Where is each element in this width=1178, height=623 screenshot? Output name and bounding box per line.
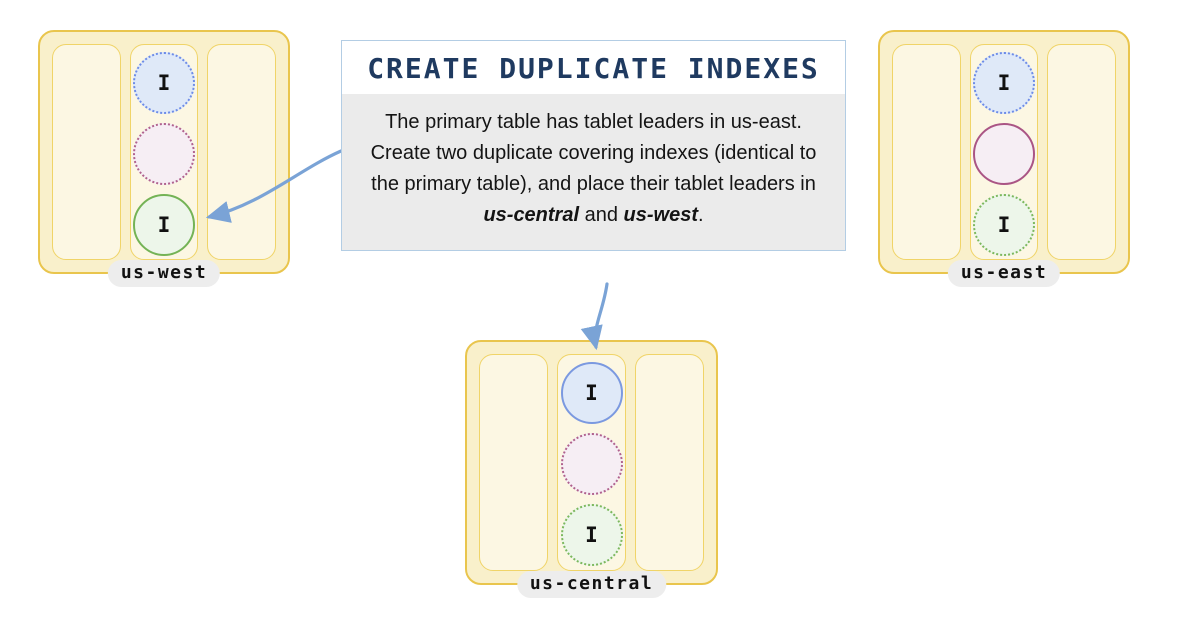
tablet-index1-follower <box>133 52 195 114</box>
tablet-index2-follower <box>561 504 623 566</box>
node-tablets <box>557 354 626 571</box>
note-body-emphasis-us-west: us-west <box>623 204 698 226</box>
tablet-label: I <box>585 523 598 547</box>
tablet-index1-leader <box>561 362 623 424</box>
node-tablets <box>970 44 1039 260</box>
node-empty <box>479 354 548 571</box>
note-title: CREATE DUPLICATE INDEXES <box>342 41 845 94</box>
note-body-text: . <box>697 204 704 226</box>
tablet-label: I <box>585 381 598 405</box>
note-body-text: and <box>579 204 624 226</box>
tablet-primary-table-follower <box>133 123 195 185</box>
node-empty <box>207 44 276 260</box>
region-us-west <box>38 30 290 283</box>
region-label-us-west: us-west <box>108 260 220 287</box>
tablet-index2-leader <box>133 194 195 256</box>
tablet-label: I <box>997 213 1011 237</box>
arrow-to-us-central-index-icon <box>595 284 607 347</box>
region-label-us-east: us-east <box>948 260 1060 287</box>
region-label-us-central: us-central <box>517 571 666 598</box>
tablet-label: I <box>157 213 171 237</box>
note-body-emphasis-us-central: us-central <box>483 204 580 226</box>
note-box <box>341 40 846 251</box>
region-us-east <box>878 30 1130 283</box>
node-empty <box>1047 44 1116 260</box>
node-empty <box>635 354 704 571</box>
tablet-index2-follower <box>973 194 1035 256</box>
region-us-central <box>465 340 718 594</box>
tablet-primary-table-leader <box>973 123 1035 185</box>
tablet-index1-follower <box>973 52 1035 114</box>
note-body <box>342 94 845 250</box>
node-empty <box>52 44 121 260</box>
tablet-label: I <box>997 71 1011 95</box>
node-empty <box>892 44 961 260</box>
note-body-text: The primary table has tablet leaders in us-east. Create two duplicate covering indexes (identical to the primary table), and place their tablet leaders in <box>370 111 817 195</box>
tablet-primary-table-follower <box>561 433 623 495</box>
tablet-label: I <box>157 71 171 95</box>
node-tablets <box>130 44 199 260</box>
